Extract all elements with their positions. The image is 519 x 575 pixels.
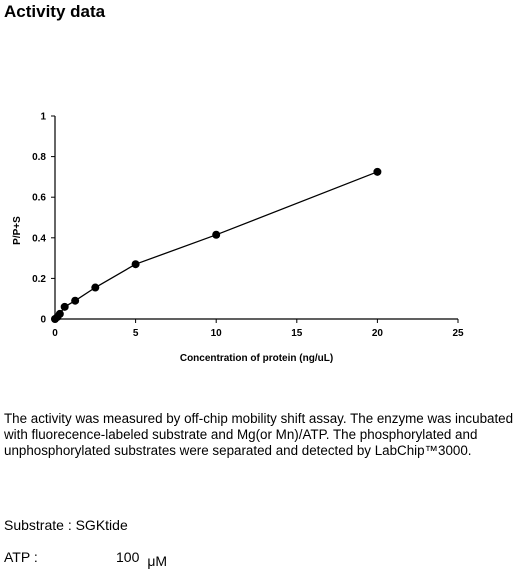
y-tick-label: 0.8 <box>32 152 46 164</box>
atp-info <box>4 548 168 569</box>
activity-chart <box>0 100 519 370</box>
chart-series <box>51 168 381 323</box>
data-point <box>212 231 220 239</box>
x-tick-label: 0 <box>52 328 58 339</box>
x-axis-title: Concentration of protein (ng/uL) <box>179 353 334 364</box>
x-tick-label: 25 <box>452 328 464 339</box>
substrate-info: Substrate : SGKtide <box>4 517 128 533</box>
data-point <box>373 168 381 176</box>
x-tick-label: 20 <box>371 328 383 339</box>
atp-value: 100 <box>116 549 140 565</box>
page-title: Activity data <box>4 2 106 21</box>
series-line <box>55 172 377 319</box>
data-point <box>91 284 99 292</box>
assay-description: The activity was measured by off-chip mobility shift assay. The enzyme was incubated with fluorecence-labeled substrate and Mg(or Mn)/ATP. The phosphorylated and unphosphorylated substrates were separated and detected by LabChip™3000. <box>4 411 514 458</box>
data-point <box>132 260 140 268</box>
y-tick-label: 0.2 <box>32 273 46 285</box>
atp-label: ATP : <box>4 549 38 565</box>
data-point <box>61 303 69 311</box>
x-tick-label: 5 <box>132 328 139 339</box>
chart-ticks <box>32 112 464 340</box>
y-axis-title: P/P+S <box>12 216 23 245</box>
y-tick-label: 0 <box>40 314 46 326</box>
y-tick-label: 0.6 <box>32 192 46 204</box>
data-point <box>71 297 79 305</box>
y-tick-label: 1 <box>40 111 46 123</box>
x-tick-label: 15 <box>291 328 303 339</box>
data-point <box>56 310 64 318</box>
chart-axes <box>55 116 458 319</box>
x-tick-label: 10 <box>210 328 222 339</box>
y-tick-label: 0.4 <box>32 233 46 245</box>
atp-unit: μM <box>147 553 168 569</box>
